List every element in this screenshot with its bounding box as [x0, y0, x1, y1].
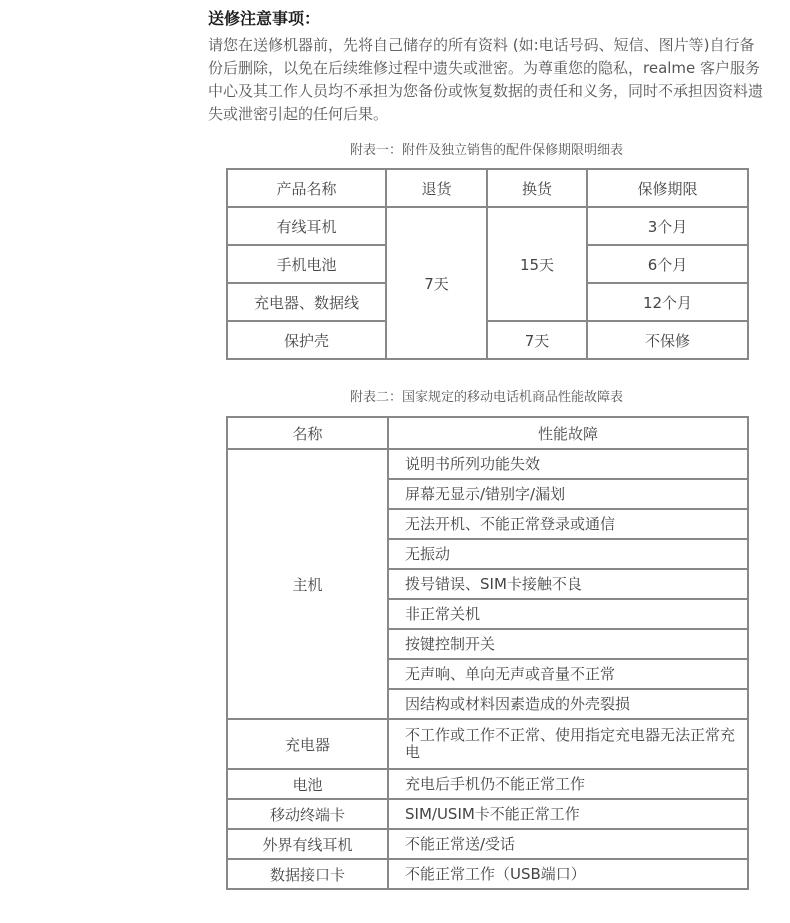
header-exchange: 换货: [487, 169, 587, 207]
fault-item: 屏幕无显示/错别字/漏划: [388, 479, 748, 509]
category-name: 电池: [227, 769, 388, 799]
fault-item: 因结构或材料因素造成的外壳裂损: [388, 689, 748, 719]
table2-caption: 附表二：国家规定的移动电话机商品性能故障表: [349, 390, 623, 405]
fault-item: 不能正常工作（USB端口）: [388, 859, 748, 889]
table-row: [227, 769, 748, 799]
fault-item: 说明书所列功能失效: [388, 449, 748, 479]
table-header-row: [227, 169, 748, 207]
fault-item: 无法开机、不能正常登录或通信: [388, 509, 748, 539]
table-header-row: [227, 417, 748, 449]
category-name: 数据接口卡: [227, 859, 388, 889]
table-row: [227, 449, 748, 479]
fault-item: 充电后手机仍不能正常工作: [388, 769, 748, 799]
notice-body: 请您在送修机器前，先将自己储存的所有资料 (如:电话号码、短信、图片等)自行备份后删除，以免在后续维修过程中遗失或泄密。为尊重您的隐私，realme 客户服务中心及其工作人员均不承担为您备份或恢复数据的责任和义务，同时不承担因资料遗失或泄密引起的任何后果。: [208, 36, 764, 123]
fault-item: 不能正常送/受话: [388, 829, 748, 859]
fault-item: SIM/USIM卡不能正常工作: [388, 799, 748, 829]
category-name: 充电器: [227, 719, 388, 769]
table1-caption: 附表一：附件及独立销售的配件保修期限明细表: [349, 143, 623, 158]
performance-fault-table: [226, 416, 749, 890]
header-fault: 性能故障: [388, 417, 748, 449]
table-row: [227, 321, 748, 359]
header-name: 名称: [227, 417, 388, 449]
warranty-period: 不保修: [587, 321, 748, 359]
warranty-period: 3个月: [587, 207, 748, 245]
fault-item: 按键控制开关: [388, 629, 748, 659]
table-row: [227, 799, 748, 829]
exchange-period: 15天: [487, 207, 587, 321]
exchange-period: 7天: [487, 321, 587, 359]
repair-notice: [208, 8, 768, 126]
table-row: [227, 719, 748, 769]
category-name: 外界有线耳机: [227, 829, 388, 859]
header-return: 退货: [386, 169, 487, 207]
product-name: 保护壳: [227, 321, 386, 359]
product-name: 有线耳机: [227, 207, 386, 245]
fault-item: 无声响、单向无声或音量不正常: [388, 659, 748, 689]
notice-title: 送修注意事项：: [208, 9, 321, 28]
table-row: [227, 829, 748, 859]
category-name: 主机: [227, 449, 388, 719]
fault-item: 非正常关机: [388, 599, 748, 629]
table-row: [227, 859, 748, 889]
fault-item: 无振动: [388, 539, 748, 569]
return-period: 7天: [386, 207, 487, 359]
warranty-period: 6个月: [587, 245, 748, 283]
warranty-period: 12个月: [587, 283, 748, 321]
fault-item: 拨号错误、SIM卡接触不良: [388, 569, 748, 599]
accessory-warranty-table: [226, 168, 749, 360]
category-name: 移动终端卡: [227, 799, 388, 829]
header-product-name: 产品名称: [227, 169, 386, 207]
fault-item: 不工作或工作不正常、使用指定充电器无法正常充电: [388, 719, 748, 769]
table-row: [227, 207, 748, 245]
header-warranty: 保修期限: [587, 169, 748, 207]
product-name: 手机电池: [227, 245, 386, 283]
product-name: 充电器、数据线: [227, 283, 386, 321]
